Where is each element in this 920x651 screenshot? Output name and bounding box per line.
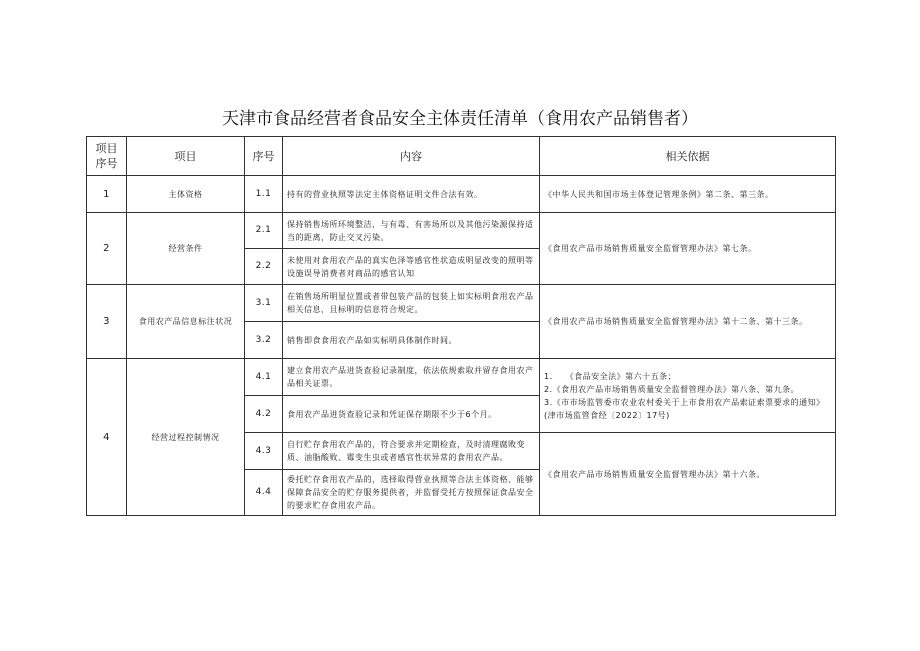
row-content: 在销售场所明显位置或者带包装产品的包装上如实标明食用农产品相关信息，且标明的信息符合规定。 <box>283 285 540 322</box>
section-no: 4 <box>87 359 127 516</box>
header-no: 项目 序号 <box>87 137 127 176</box>
section-basis: 《食用农产品市场销售质量安全监督管理办法》第七条。 <box>540 213 836 285</box>
header-item: 项目 <box>127 137 245 176</box>
section-item: 经营过程控制情况 <box>127 359 245 516</box>
row-seq: 3.2 <box>245 322 283 359</box>
row-content: 销售即食食用农产品如实标明具体制作时间。 <box>283 322 540 359</box>
basis-line: 2.《食用农产品市场销售质量安全监督管理办法》第八条、第九条。 <box>544 384 800 394</box>
section-no: 3 <box>87 285 127 359</box>
section-item: 食用农产品信息标注状况 <box>127 285 245 359</box>
header-content: 内容 <box>283 137 540 176</box>
row-seq: 1.1 <box>245 176 283 213</box>
row-content: 持有的营业执照等法定主体资格证明文件合法有效。 <box>283 176 540 213</box>
basis-line: 3.《市市场监管委市农业农村委关于上市食用农产品索证索票要求的通知》(津市场监管食经〔2022〕17号) <box>544 397 825 420</box>
section-no: 2 <box>87 213 127 285</box>
row-content: 未使用对食用农产品的真实色泽等感官性状造成明显改变的照明等设施误导消费者对商品的感官认知 <box>283 249 540 285</box>
row-seq: 3.1 <box>245 285 283 322</box>
section-item: 经营条件 <box>127 213 245 285</box>
section-basis <box>540 359 836 433</box>
row-content: 食用农产品进货查验记录和凭证保存期限不少于6个月。 <box>283 396 540 433</box>
header-seq: 序号 <box>245 137 283 176</box>
row-content: 建立食用农产品进货查验记录制度，依法依规索取并留存食用农产品相关证票。 <box>283 359 540 396</box>
row-seq: 2.1 <box>245 213 283 249</box>
section-basis: 《食用农产品市场销售质量安全监督管理办法》第十六条。 <box>540 433 836 516</box>
row-content: 委托贮存食用农产品的，选择取得营业执照等合法主体资格、能够保障食品安全的贮存服务提供者，并监督受托方按照保证食品安全的要求贮存食用农产品。 <box>283 470 540 516</box>
section-basis: 《食用农产品市场销售质量安全监督管理办法》第十二条、第十三条。 <box>540 285 836 359</box>
section-no: 1 <box>87 176 127 213</box>
responsibility-table <box>86 136 836 516</box>
row-content: 自行贮存食用农产品的，符合要求并定期检查，及时清理腐败变质、油脂酸败、霉变生虫或者感官性状异常的食用农产品。 <box>283 433 540 470</box>
row-seq: 2.2 <box>245 249 283 285</box>
table-row <box>87 285 836 322</box>
header-basis: 相关依据 <box>540 137 836 176</box>
row-seq: 4.1 <box>245 359 283 396</box>
row-seq: 4.2 <box>245 396 283 433</box>
page-title: 天津市食品经营者食品安全主体责任清单（食用农产品销售者） <box>222 109 698 129</box>
table-row <box>87 176 836 213</box>
section-item: 主体资格 <box>127 176 245 213</box>
row-seq: 4.4 <box>245 470 283 516</box>
header-row <box>87 137 836 176</box>
section-basis: 《中华人民共和国市场主体登记管理条例》第二条、第三条。 <box>540 176 836 213</box>
row-seq: 4.3 <box>245 433 283 470</box>
table-row <box>87 213 836 249</box>
row-content: 保持销售场所环境整洁，与有毒、有害场所以及其他污染源保持适当的距离，防止交叉污染。 <box>283 213 540 249</box>
basis-line: 1. 《食品安全法》第六十五条； <box>544 371 677 381</box>
table-row <box>87 359 836 396</box>
